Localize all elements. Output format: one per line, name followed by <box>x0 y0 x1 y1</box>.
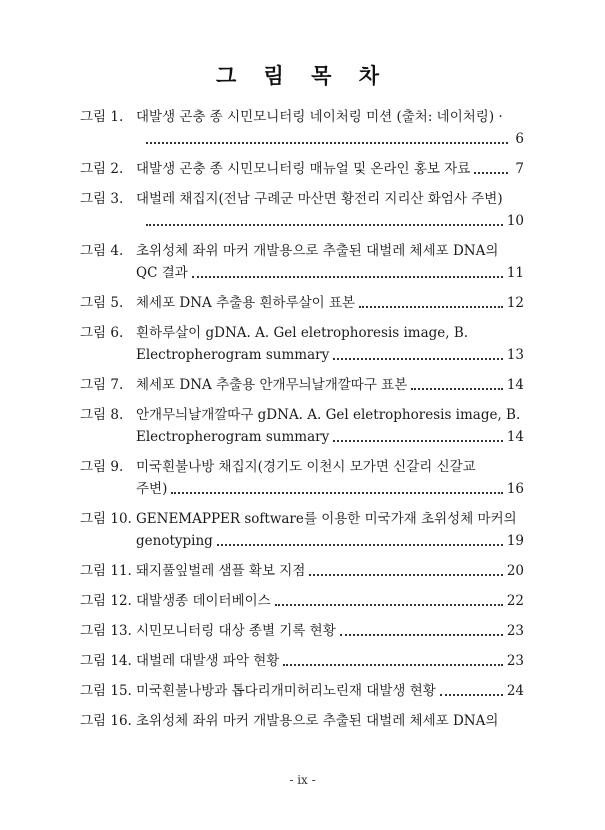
figure-page-number: 6 <box>515 131 524 147</box>
toc-entry-continuation <box>80 530 524 552</box>
figure-label: 그림 5. <box>80 295 124 311</box>
dot-leader <box>146 224 503 226</box>
figure-caption: 미국흰불나방과 톱다리개미허리노린재 대발생 현황 <box>136 683 436 699</box>
toc-entry-line <box>80 106 524 128</box>
figure-page-number: 10 <box>506 213 524 229</box>
dot-leader <box>440 694 503 696</box>
toc-entry-line <box>80 456 524 478</box>
dot-leader <box>474 172 508 174</box>
figure-label: 그림 15. <box>80 683 132 699</box>
figure-caption: 대벌레 대발생 파악 현황 <box>136 653 280 669</box>
figure-label: 그림 8. <box>80 407 124 423</box>
toc-entry[interactable] <box>80 322 524 366</box>
toc-entry-continuation <box>80 128 524 150</box>
dot-leader <box>333 358 503 360</box>
figure-label: 그림 16. <box>80 713 132 729</box>
toc-entry-line <box>80 322 524 344</box>
figure-caption-continuation: Electropherogram summary <box>136 347 330 363</box>
figure-page-number: 13 <box>506 347 524 363</box>
toc-entry[interactable] <box>80 560 524 582</box>
toc-entry[interactable] <box>80 508 524 552</box>
figure-label: 그림 1. <box>80 109 124 125</box>
toc-entry-line <box>80 680 524 702</box>
toc-entry-line <box>80 188 524 210</box>
figure-label: 그림 4. <box>80 243 124 259</box>
toc-entry-line <box>80 650 524 672</box>
dot-leader <box>217 544 503 546</box>
toc-entry[interactable] <box>80 240 524 284</box>
figure-label: 그림 14. <box>80 653 132 669</box>
table-of-figures <box>80 106 524 740</box>
figure-label: 그림 12. <box>80 593 132 609</box>
toc-entry-line <box>80 374 524 396</box>
figure-caption: 대벌레 채집지(전남 구례군 마산면 황전리 지리산 화엄사 주변) <box>136 191 503 207</box>
figure-label: 그림 13. <box>80 623 132 639</box>
figure-caption-continuation: 주변) <box>136 481 168 497</box>
toc-entry-line <box>80 590 524 612</box>
dot-leader <box>309 574 502 576</box>
figure-page-number: 23 <box>506 623 524 639</box>
figure-caption: 대발생 곤충 종 시민모니터링 네이처링 미션 (출처: 네이처링) · <box>136 109 503 125</box>
figure-caption-continuation: Electropherogram summary <box>136 429 330 445</box>
figure-page-number: 24 <box>506 683 524 699</box>
figure-caption: 시민모니터링 대상 종별 기록 현황 <box>136 623 336 639</box>
toc-entry[interactable] <box>80 620 524 642</box>
toc-entry-line <box>80 404 524 426</box>
toc-entry-line <box>80 240 524 262</box>
toc-entry[interactable] <box>80 710 524 732</box>
toc-entry[interactable] <box>80 590 524 612</box>
figure-label: 그림 10. <box>80 511 132 527</box>
figure-label: 그림 6. <box>80 325 124 341</box>
toc-entry-line <box>80 158 524 180</box>
page-title: 그 림 목 차 <box>215 63 390 88</box>
figure-caption: 안개무늬날개깔따구 gDNA. A. Gel eletrophoresis image, B. <box>136 407 521 423</box>
dot-leader <box>411 388 503 390</box>
figure-caption: 미국흰불나방 채집지(경기도 이천시 모가면 신갈리 신갈교 <box>136 459 476 475</box>
figure-page-number: 14 <box>506 377 524 393</box>
figure-caption-continuation: genotyping <box>136 533 213 549</box>
toc-entry-line <box>80 292 524 314</box>
figure-page-number: 23 <box>506 653 524 669</box>
figure-page-number: 20 <box>506 563 524 579</box>
dot-leader <box>333 440 503 442</box>
figure-caption: 돼지풀잎벌레 샘플 확보 지점 <box>136 563 306 579</box>
figure-page-number: 11 <box>506 265 524 281</box>
toc-entry-continuation <box>80 262 524 284</box>
toc-entry-continuation <box>80 426 524 448</box>
toc-entry[interactable] <box>80 374 524 396</box>
page-number: - ix - <box>289 773 316 787</box>
figure-caption: 체세포 DNA 추출용 흰하루살이 표본 <box>136 295 356 311</box>
figure-label: 그림 9. <box>80 459 124 475</box>
figure-page-number: 12 <box>506 295 524 311</box>
toc-entry[interactable] <box>80 106 524 150</box>
toc-entry-continuation <box>80 344 524 366</box>
figure-label: 그림 7. <box>80 377 124 393</box>
toc-entry-continuation <box>80 478 524 500</box>
figure-caption: 초위성체 좌위 마커 개발용으로 추출된 대벌레 체세포 DNA의 <box>136 713 499 729</box>
toc-entry[interactable] <box>80 292 524 314</box>
toc-entry-line <box>80 560 524 582</box>
toc-entry[interactable] <box>80 404 524 448</box>
figure-label: 그림 11. <box>80 563 132 579</box>
dot-leader <box>340 634 503 636</box>
figure-page-number: 7 <box>515 161 524 177</box>
figure-page-number: 14 <box>506 429 524 445</box>
toc-entry-line <box>80 508 524 530</box>
figure-caption: 초위성체 좌위 마커 개발용으로 추출된 대벌레 체세포 DNA의 <box>136 243 499 259</box>
dot-leader <box>192 276 503 278</box>
dot-leader <box>146 142 508 144</box>
toc-entry[interactable] <box>80 650 524 672</box>
dot-leader <box>283 664 503 666</box>
figure-label: 그림 2. <box>80 161 124 177</box>
figure-label: 그림 3. <box>80 191 124 207</box>
figure-page-number: 19 <box>506 533 524 549</box>
figure-caption: GENEMAPPER software를 이용한 미국가재 초위성체 마커의 <box>136 511 517 527</box>
figure-caption-continuation: QC 결과 <box>136 265 188 281</box>
toc-entry-continuation <box>80 210 524 232</box>
figure-caption: 체세포 DNA 추출용 안개무늬날개깔따구 표본 <box>136 377 408 393</box>
dot-leader <box>171 492 502 494</box>
toc-entry[interactable] <box>80 680 524 702</box>
toc-entry-line <box>80 620 524 642</box>
figure-caption: 대발생 곤충 종 시민모니터링 매뉴얼 및 온라인 홍보 자료 <box>136 161 471 177</box>
figure-caption: 흰하루살이 gDNA. A. Gel eletrophoresis image, B. <box>136 325 469 341</box>
toc-entry[interactable] <box>80 456 524 500</box>
dot-leader <box>275 604 503 606</box>
dot-leader <box>359 306 503 308</box>
toc-entry[interactable] <box>80 188 524 232</box>
figure-caption: 대발생종 데이터베이스 <box>136 593 271 609</box>
toc-entry[interactable] <box>80 158 524 180</box>
figure-page-number: 22 <box>506 593 524 609</box>
toc-entry-line <box>80 710 524 732</box>
figure-page-number: 16 <box>506 481 524 497</box>
